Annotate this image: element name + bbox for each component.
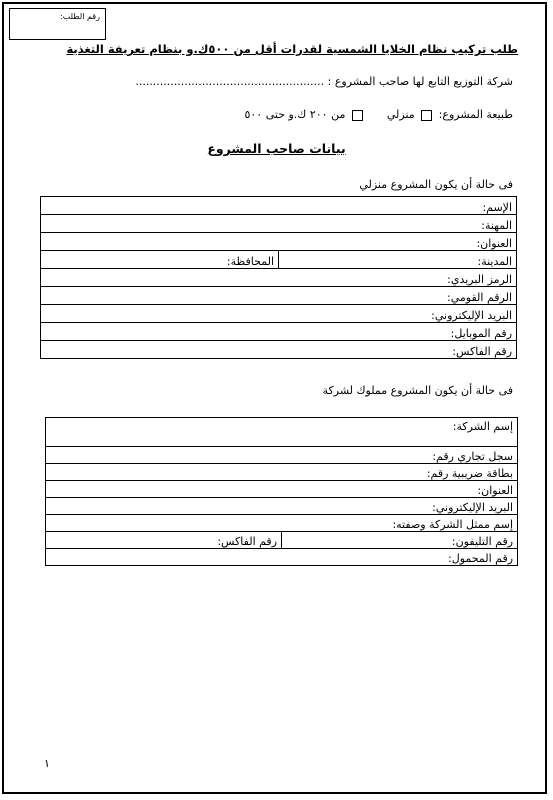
company-intro: فى حالة أن يكون المشروع مملوك لشركة	[322, 384, 513, 397]
company-form-table	[45, 417, 518, 566]
project-type-line	[244, 108, 513, 121]
company-mobile-field[interactable]: رقم المحمول:	[46, 549, 518, 566]
residential-intro: فى حالة أن يكون المشروع منزلي	[359, 178, 513, 191]
governorate-field[interactable]: المحافظة:	[41, 251, 279, 269]
company-address-field[interactable]: العنوان:	[46, 481, 518, 498]
address-field[interactable]: العنوان:	[41, 233, 517, 251]
residential-checkbox[interactable]	[421, 110, 432, 121]
table-row[interactable]	[46, 464, 518, 481]
order-number-label: رقم الطلب:	[60, 12, 100, 21]
table-row[interactable]	[41, 251, 517, 269]
project-type-label: طبيعة المشروع:	[438, 108, 513, 121]
national-id-field[interactable]: الرقم القومي:	[41, 287, 517, 305]
section-title: بيانات صاحب المشروع	[207, 141, 346, 156]
phone-field[interactable]: رقم التليفون:	[282, 532, 518, 549]
email-field[interactable]: البريد الإليكتروني:	[41, 305, 517, 323]
range-option-label: من ٢٠٠ ك.و حتى ٥٠٠	[244, 108, 346, 121]
company-email-field[interactable]: البريد الإليكتروني:	[46, 498, 518, 515]
city-field[interactable]: المدينة:	[279, 251, 517, 269]
representative-field[interactable]: إسم ممثل الشركة وصفته:	[46, 515, 518, 532]
table-row[interactable]	[41, 269, 517, 287]
table-row[interactable]	[46, 515, 518, 532]
commercial-register-field[interactable]: سجل تجاري رقم:	[46, 447, 518, 464]
name-field[interactable]: الإسم:	[41, 197, 517, 215]
table-row[interactable]	[41, 341, 517, 359]
table-row[interactable]	[41, 233, 517, 251]
mobile-field[interactable]: رقم الموبايل:	[41, 323, 517, 341]
company-name-field[interactable]: إسم الشركة:	[46, 418, 518, 447]
distribution-company-label: شركة التوزيع التابع لها صاحب المشروع :	[327, 75, 513, 88]
table-row[interactable]	[41, 323, 517, 341]
page-number: ١	[44, 757, 50, 770]
postal-code-field[interactable]: الرمز البريدي:	[41, 269, 517, 287]
table-row[interactable]	[41, 305, 517, 323]
fax-field[interactable]: رقم الفاكس:	[41, 341, 517, 359]
table-row[interactable]	[46, 532, 518, 549]
table-row[interactable]	[41, 197, 517, 215]
table-row[interactable]	[41, 215, 517, 233]
table-row[interactable]	[46, 549, 518, 566]
order-number-box[interactable]	[9, 8, 106, 40]
table-row[interactable]	[46, 498, 518, 515]
table-row[interactable]	[46, 481, 518, 498]
distribution-company-line[interactable]	[135, 75, 513, 88]
residential-form-table	[40, 196, 517, 359]
table-row[interactable]	[41, 287, 517, 305]
range-checkbox[interactable]	[352, 110, 363, 121]
company-fax-field[interactable]: رقم الفاكس:	[46, 532, 282, 549]
distribution-company-dots: ......................................................	[135, 75, 325, 88]
table-row[interactable]	[46, 418, 518, 447]
form-title: طلب تركيب نظام الخلايا الشمسية لقدرات أقل من ٥٠٠ك.و بنظام تعريفة التغذية	[66, 42, 518, 56]
table-row[interactable]	[46, 447, 518, 464]
tax-card-field[interactable]: بطاقة ضريبية رقم:	[46, 464, 518, 481]
profession-field[interactable]: المهنة:	[41, 215, 517, 233]
residential-option-label: منزلي	[386, 108, 415, 121]
